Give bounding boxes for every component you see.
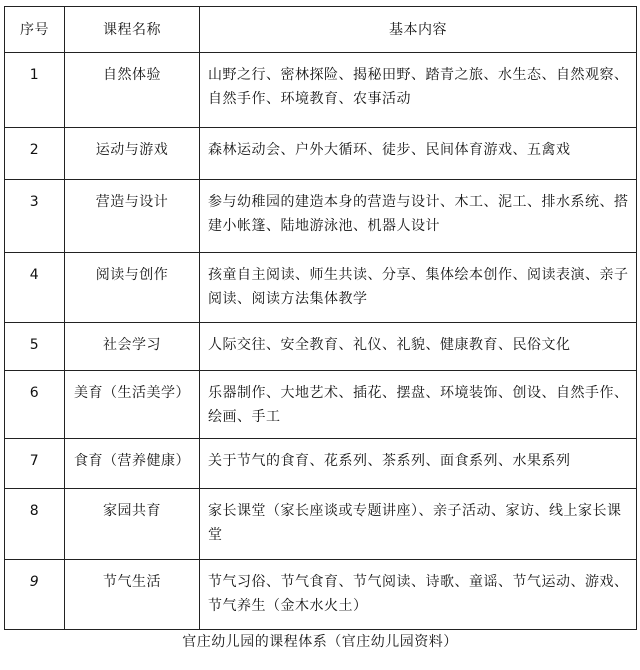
row-course-name: 自然体验: [65, 53, 200, 128]
row-course-name: 营造与设计: [65, 180, 200, 253]
row-content: 家长课堂（家长座谈或专题讲座）、亲子活动、家访、线上家长课堂: [200, 489, 637, 560]
row-content: 关于节气的食育、花系列、茶系列、面食系列、水果系列: [200, 439, 637, 489]
row-course-name: 运动与游戏: [65, 128, 200, 180]
row-content: 乐器制作、大地艺术、插花、摆盘、环境装饰、创设、自然手作、绘画、手工: [200, 371, 637, 439]
table-row: [5, 560, 637, 630]
table-row: [5, 371, 637, 439]
row-course-name: 阅读与创作: [65, 253, 200, 323]
table-row: [5, 489, 637, 560]
table-row: [5, 323, 637, 371]
header-content: 基本内容: [200, 7, 637, 53]
row-index: 1: [5, 53, 65, 128]
header-name: 课程名称: [65, 7, 200, 53]
row-content: 山野之行、密林探险、揭秘田野、踏青之旅、水生态、自然观察、自然手作、环境教育、农事活动: [200, 53, 637, 128]
row-content: 人际交往、安全教育、礼仪、礼貌、健康教育、民俗文化: [200, 323, 637, 371]
header-row: [5, 7, 637, 53]
table-caption: 官庄幼儿园的课程体系（官庄幼儿园资料）: [182, 634, 458, 650]
row-index: 6: [5, 371, 65, 439]
row-course-name: 美育（生活美学）: [65, 371, 200, 439]
row-content: 森林运动会、户外大循环、徒步、民间体育游戏、五禽戏: [200, 128, 637, 180]
header-index: 序号: [5, 7, 65, 53]
table-row: [5, 180, 637, 253]
row-index: 8: [5, 489, 65, 560]
row-content: 参与幼稚园的建造本身的营造与设计、木工、泥工、排水系统、搭建小帐篷、陆地游泳池、机器人设计: [200, 180, 637, 253]
row-index: 7: [5, 439, 65, 489]
row-course-name: 食育（营养健康）: [65, 439, 200, 489]
row-index: 5: [5, 323, 65, 371]
row-index: 4: [5, 253, 65, 323]
table-row: [5, 439, 637, 489]
row-index: 2: [5, 128, 65, 180]
row-course-name: 家园共育: [65, 489, 200, 560]
row-content: 孩童自主阅读、师生共读、分享、集体绘本创作、阅读表演、亲子阅读、阅读方法集体教学: [200, 253, 637, 323]
row-index: 3: [5, 180, 65, 253]
row-course-name: 社会学习: [65, 323, 200, 371]
course-table: [4, 6, 637, 630]
row-course-name: 节气生活: [65, 560, 200, 630]
row-index: 9: [5, 560, 65, 630]
table-row: [5, 53, 637, 128]
row-content: 节气习俗、节气食育、节气阅读、诗歌、童谣、节气运动、游戏、节气养生（金木水火土）: [200, 560, 637, 630]
table-row: [5, 253, 637, 323]
table-row: [5, 128, 637, 180]
